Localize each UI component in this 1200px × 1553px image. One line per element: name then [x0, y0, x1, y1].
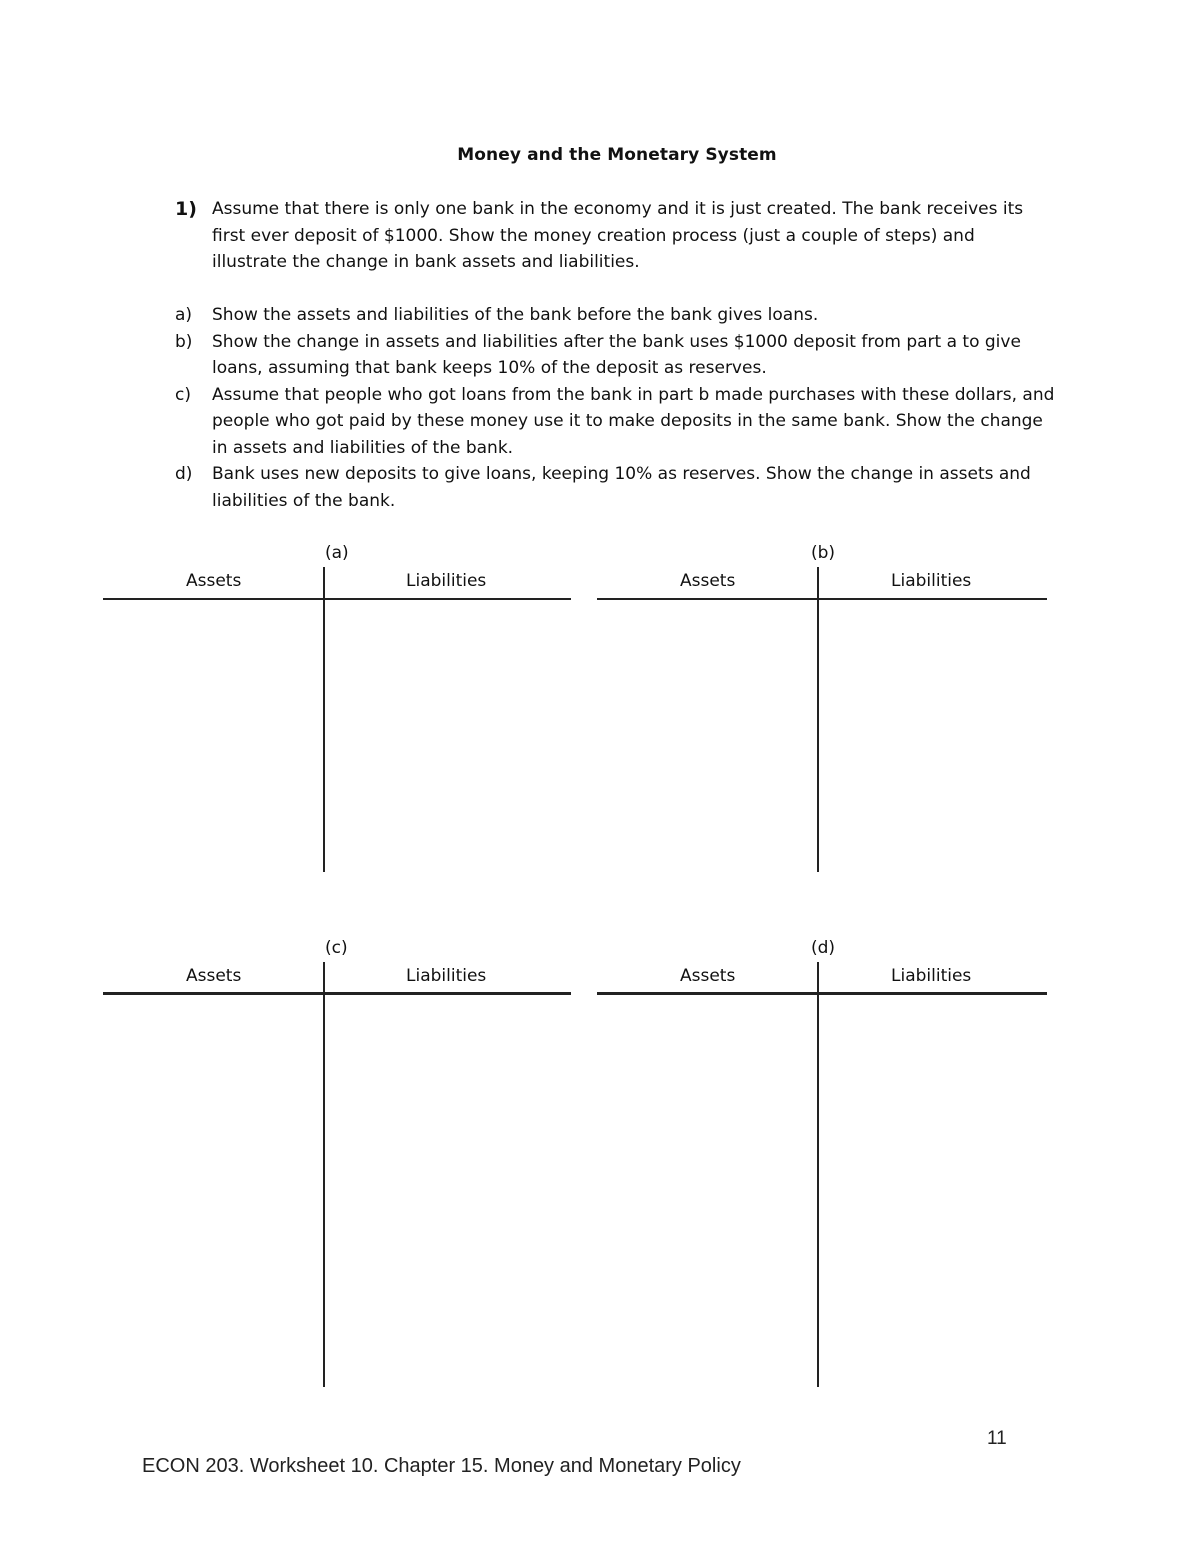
liabilities-header: Liabilities [406, 966, 487, 986]
part-text: Show the assets and liabilities of the bank before the bank gives loans. [212, 305, 819, 325]
question-parts [175, 302, 1055, 514]
t-account-label: (b) [811, 543, 836, 563]
part-text: Show the change in assets and liabilities after the bank uses $1000 deposit from part a to give loans, assuming that bank keeps 10% of the deposit as reserves. [212, 331, 1021, 378]
page-footer: ECON 203. Worksheet 10. Chapter 15. Money and Monetary Policy [142, 1455, 741, 1477]
part-label: c) [175, 384, 191, 405]
t-account-vertical-line [817, 567, 819, 872]
question-1 [175, 196, 1055, 276]
liabilities-header: Liabilities [406, 571, 487, 591]
part-a [175, 302, 1055, 329]
t-account-label: (c) [325, 938, 348, 958]
part-c [175, 382, 1055, 462]
t-account-vertical-line [323, 567, 325, 872]
assets-header: Assets [680, 571, 736, 591]
page-title: Money and the Monetary System [457, 145, 777, 165]
t-account-horizontal-line [597, 598, 1047, 600]
question-number: 1) [175, 198, 197, 220]
part-text: Bank uses new deposits to give loans, keeping 10% as reserves. Show the change in assets and liabilities of the bank. [212, 464, 1031, 511]
assets-header: Assets [186, 966, 242, 986]
part-d [175, 461, 1055, 514]
part-text: Assume that people who got loans from the bank in part b made purchases with these dollars, and people who got paid by these money use it to make deposits in the same bank. Show the change in assets and liabilities of the bank. [212, 384, 1055, 458]
t-account-label: (a) [325, 543, 349, 563]
page-number: 11 [987, 1428, 1007, 1449]
t-account-label: (d) [811, 938, 836, 958]
t-account-vertical-line [323, 962, 325, 1387]
assets-header: Assets [186, 571, 242, 591]
assets-header: Assets [680, 966, 736, 986]
t-account-horizontal-line [103, 992, 571, 995]
t-account-horizontal-line [103, 598, 571, 600]
part-label: d) [175, 464, 193, 484]
liabilities-header: Liabilities [891, 966, 972, 986]
t-account-horizontal-line [597, 992, 1047, 995]
part-b [175, 329, 1055, 382]
t-account-vertical-line [817, 962, 819, 1387]
liabilities-header: Liabilities [891, 571, 972, 591]
part-label: b) [175, 331, 193, 352]
question-text: Assume that there is only one bank in the economy and it is just created. The bank receives its first ever deposit of $1000. Show the money creation process (just a couple of steps) and illustrate the change in bank assets and liabilities. [212, 199, 1024, 272]
part-label: a) [175, 305, 193, 325]
